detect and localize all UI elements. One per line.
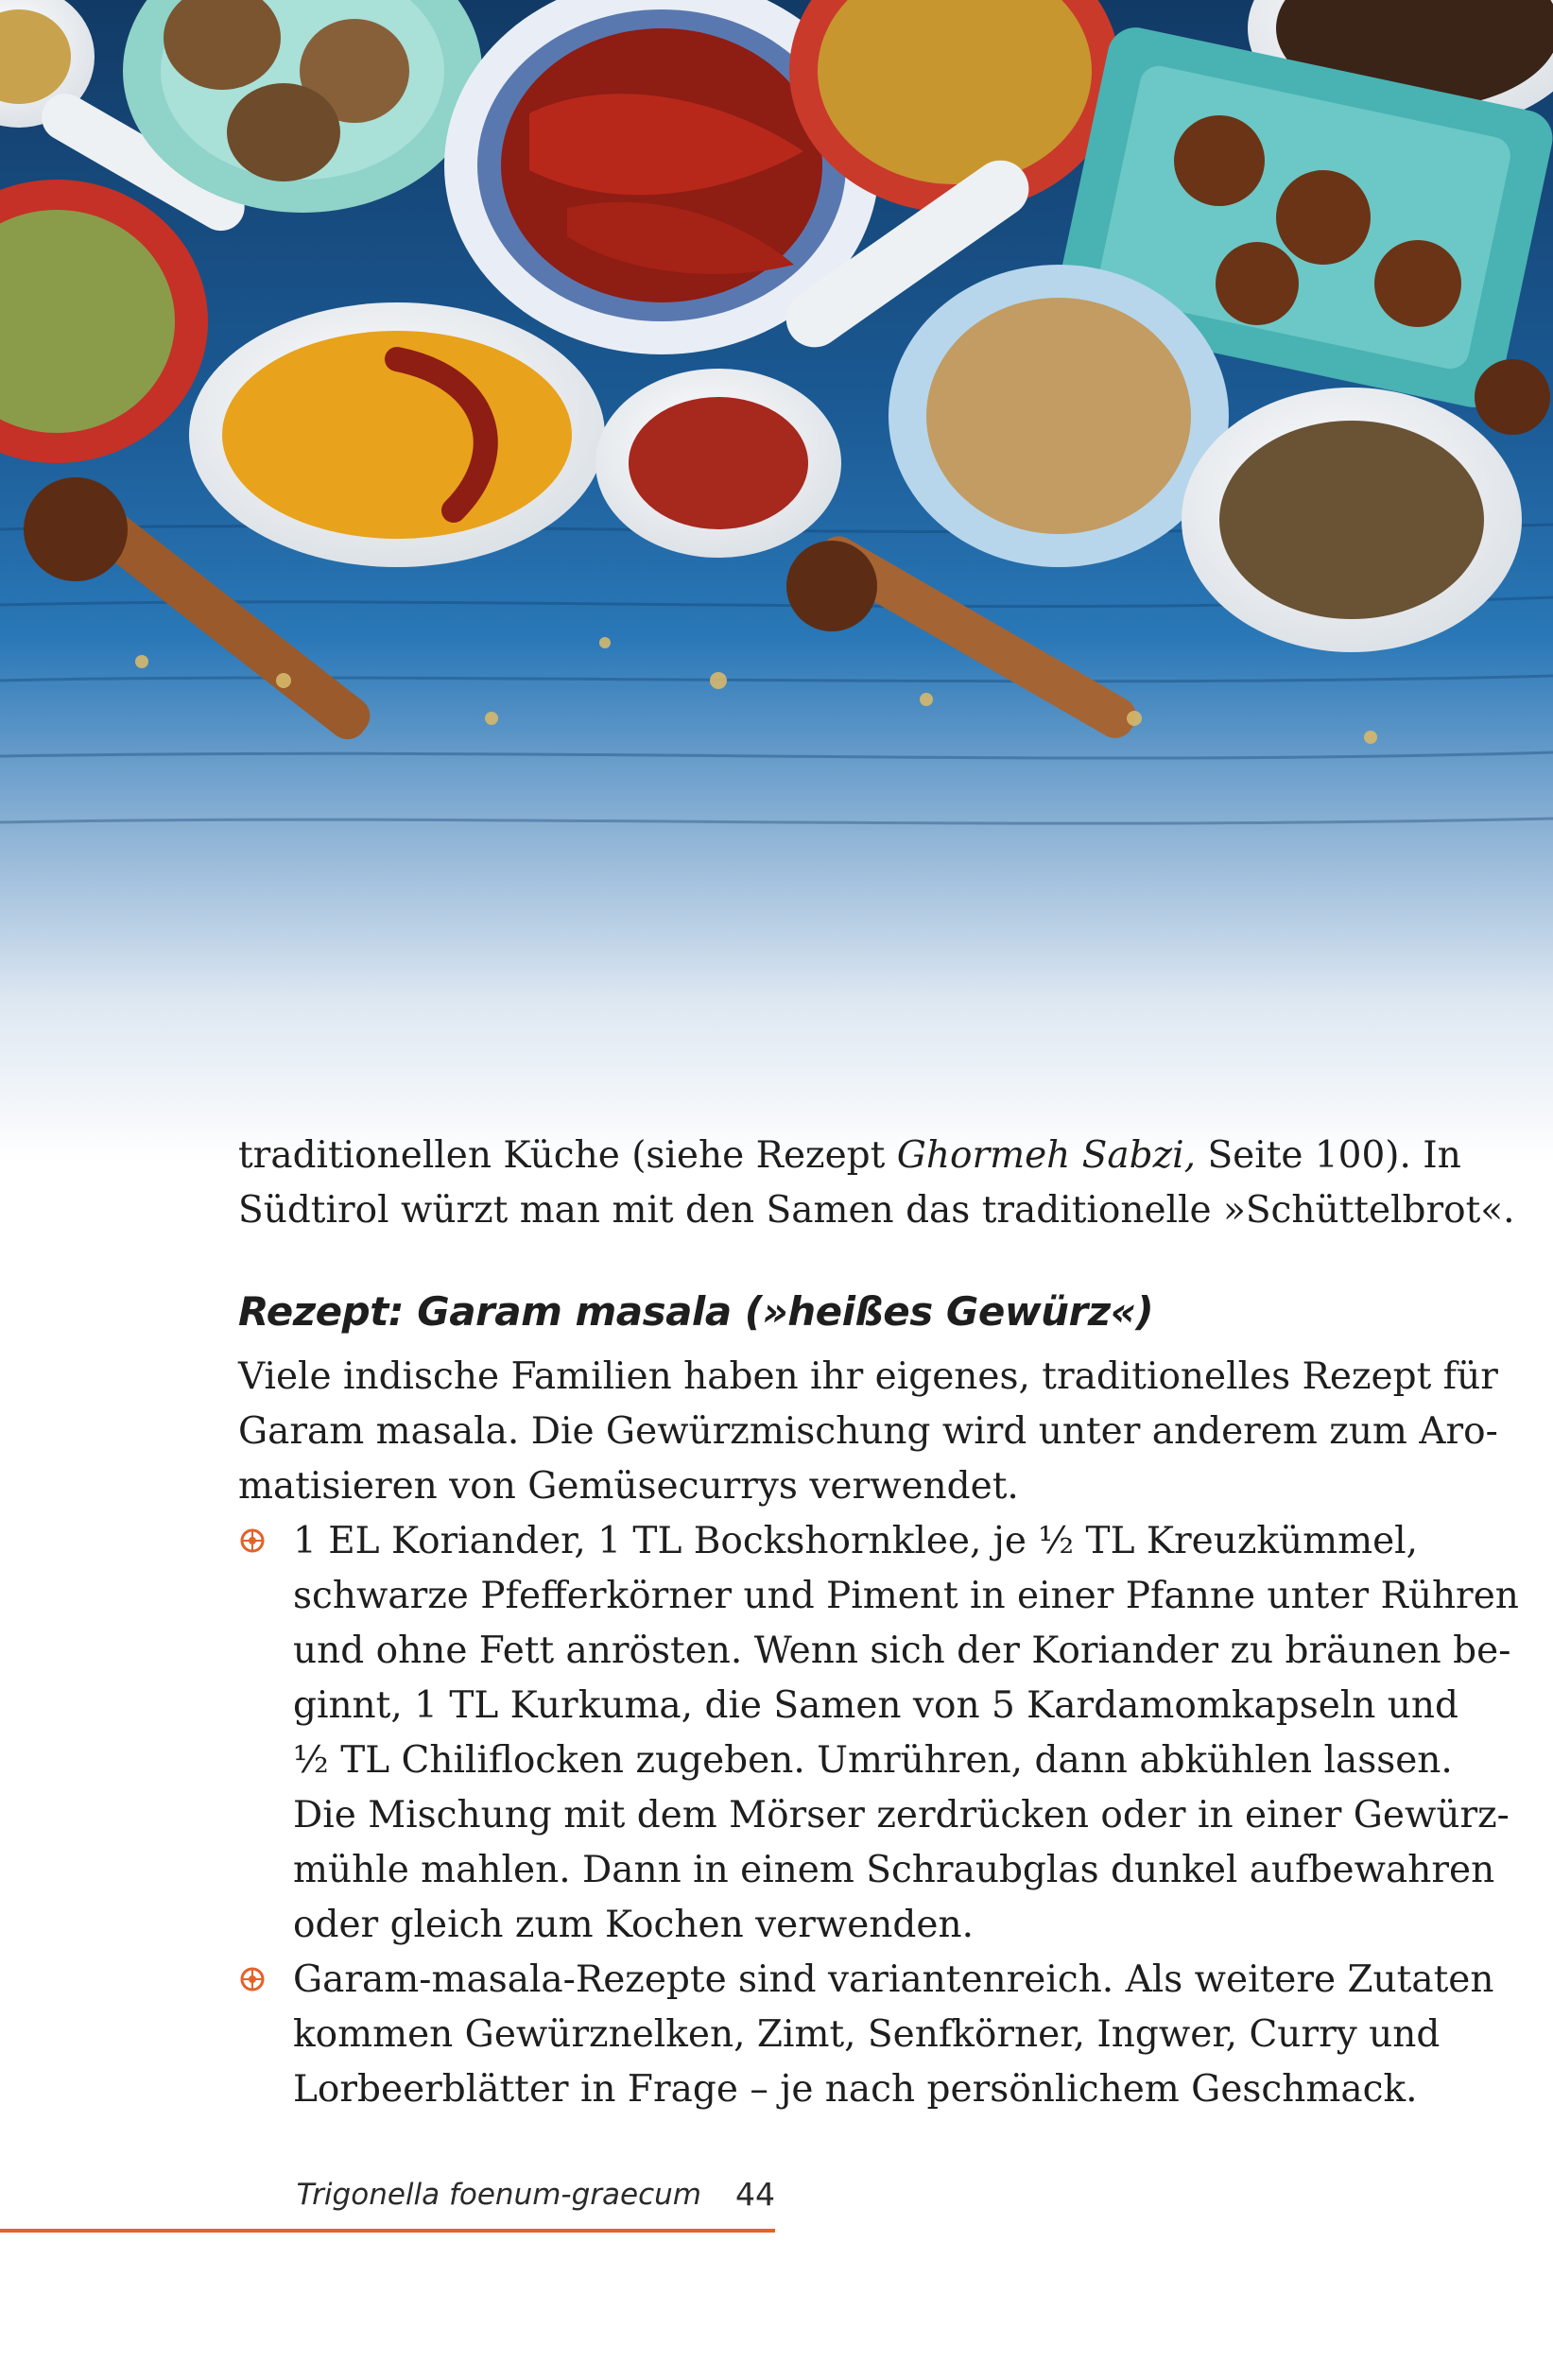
step-line: 1 EL Koriander, 1 TL Bockshornklee, je ½ TL Kreuzkümmel,	[293, 1520, 1419, 1562]
step-line: ½ TL Chiliflocken zugeben. Umrühren, dann abkühlen lassen.	[293, 1739, 1453, 1782]
recipe-heading: Rezept: Garam masala (»heißes Gewürz«)	[238, 1288, 1154, 1335]
recipe-intro-line: matisieren von Gemüsecurrys verwendet.	[238, 1465, 1019, 1508]
ornament-bullet-icon	[238, 1965, 267, 1993]
intro-line-2: Südtirol würzt man mit den Samen das traditionelle »Schüttelbrot«.	[238, 1189, 1515, 1232]
spice-photo	[0, 0, 1553, 1163]
step-line: Garam-masala-Rezepte sind variantenreich. Als weitere Zutaten	[293, 1958, 1494, 2001]
step-line: und ohne Fett anrösten. Wenn sich der Koriander zu bräunen be-	[293, 1630, 1511, 1672]
running-footer-title: Trigonella foenum-graecum	[296, 2178, 701, 2212]
step-line: mühle mahlen. Dann in einem Schraubglas dunkel aufbewahren	[293, 1849, 1495, 1891]
step-line: oder gleich zum Kochen verwenden.	[293, 1904, 974, 1946]
recipe-intro-paragraph	[238, 1350, 1498, 1514]
footer-rule	[0, 2229, 775, 2233]
step-line: Die Mischung mit dem Mörser zerdrücken oder in einer Gewürz-	[293, 1794, 1510, 1837]
step-line: kommen Gewürznelken, Zimt, Senfkörner, Ingwer, Curry und	[293, 2013, 1441, 2056]
recipe-intro-line: Viele indische Familien haben ihr eigenes, traditionelles Rezept für	[238, 1355, 1498, 1398]
recipe-step-2-text	[293, 1953, 1494, 2117]
intro-line-1	[238, 1129, 1461, 1183]
page-number: 44	[735, 2176, 775, 2213]
recipe-intro-line: Garam masala. Die Gewürzmischung wird unter anderem zum Aro-	[238, 1410, 1498, 1453]
page-footer	[0, 2170, 775, 2236]
step-line: ginnt, 1 TL Kurkuma, die Samen von 5 Kardamomkapseln und	[293, 1684, 1458, 1727]
step-line: schwarze Pfefferkörner und Piment in einer Pfanne unter Rühren	[293, 1575, 1519, 1617]
intro-text-a: traditionellen Küche (siehe Rezept	[238, 1134, 886, 1177]
recipe-step-1-text	[293, 1514, 1519, 1953]
step-line: Lorbeerblätter in Frage – je nach persönlichem Geschmack.	[293, 2068, 1418, 2111]
ornament-bullet-icon	[238, 1526, 267, 1555]
recipe-reference: Ghormeh Sabzi,	[896, 1134, 1197, 1177]
intro-paragraph	[238, 1129, 1515, 1238]
intro-text-b: Seite 100). In	[1207, 1134, 1461, 1177]
